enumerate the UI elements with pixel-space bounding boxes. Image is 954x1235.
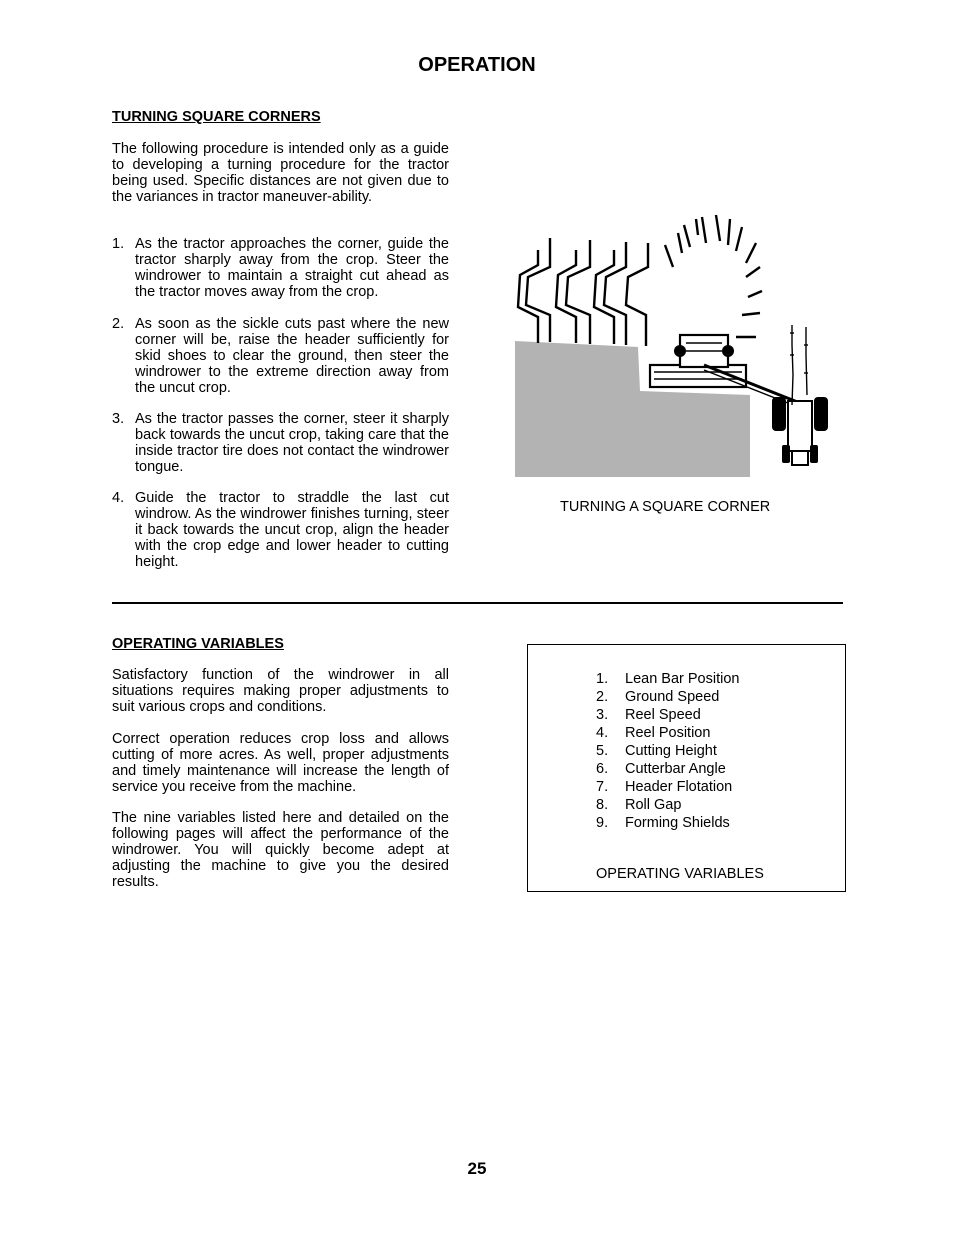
step-4 xyxy=(112,490,449,570)
operating-paragraph-1: Satisfactory function of the windrower in all situations requires making proper adjustments to suit various crops and conditions. xyxy=(112,667,449,715)
step-number: 1. xyxy=(112,236,125,252)
turning-intro: The following procedure is intended only as a guide to developing a turning procedure for the tractor being used. Specific distances are not given due to the variances in tractor maneuver-ability. xyxy=(112,141,449,205)
operating-paragraph-2: Correct operation reduces crop loss and allows cutting of more acres. As well, proper adjustments and timely maintenance will increase the length of service you receive from the machine. xyxy=(112,731,449,795)
turning-corner-illustration xyxy=(510,205,846,487)
list-item: 5. Cutting Height xyxy=(596,743,717,759)
list-item: 8. Roll Gap xyxy=(596,797,682,813)
step-1 xyxy=(112,236,449,300)
page-title: OPERATION xyxy=(418,54,536,76)
turning-heading: TURNING SQUARE CORNERS xyxy=(112,109,321,125)
step-text: As the tractor approaches the corner, guide the tractor sharply away from the crop. Steer the windrower to maintain a straight cut ahead as the tractor moves away from the crop. xyxy=(135,236,449,300)
step-3 xyxy=(112,411,449,475)
figure-caption: TURNING A SQUARE CORNER xyxy=(560,499,771,515)
windrow-paths xyxy=(518,238,648,346)
step-text: As the tractor passes the corner, steer it sharply back towards the uncut crop, taking care that the inside tractor tire does not contact the windrower tongue. xyxy=(135,411,449,475)
step-number: 2. xyxy=(112,316,125,332)
turn-arc-marks xyxy=(665,215,762,337)
step-text: Guide the tractor to straddle the last cut windrow. As the windrower finishes turning, steer it back towards the uncut crop, align the header with the crop edge and lower header to cutting height. xyxy=(135,490,449,570)
tractor xyxy=(772,397,828,465)
operating-variables-box xyxy=(527,644,846,892)
list-item: 4. Reel Position xyxy=(596,725,711,741)
page-number: 25 xyxy=(467,1159,487,1178)
step-text: As soon as the sickle cuts past where the new corner will be, raise the header sufficiently for skid shoes to clear the ground, then steer the windrower to the extreme direction away from the uncut crop. xyxy=(135,316,449,396)
step-number: 3. xyxy=(112,411,125,427)
list-item: 9. Forming Shields xyxy=(596,815,730,831)
step-2 xyxy=(112,316,449,396)
crop-edge xyxy=(790,325,808,405)
list-item: 1. Lean Bar Position xyxy=(596,671,740,687)
step-number: 4. xyxy=(112,490,125,506)
turning-steps xyxy=(112,236,449,576)
list-item: 3. Reel Speed xyxy=(596,707,701,723)
operating-paragraph-3: The nine variables listed here and detailed on the following pages will affect the performance of the windrower. You will quickly become adept at adjusting the machine to give you the desired results. xyxy=(112,810,449,890)
list-item: 6. Cutterbar Angle xyxy=(596,761,726,777)
list-item: 7. Header Flotation xyxy=(596,779,733,795)
section-divider xyxy=(112,602,843,604)
variables-caption: OPERATING VARIABLES xyxy=(596,866,764,882)
windrower-header xyxy=(650,335,746,387)
variables-list xyxy=(596,670,739,832)
operating-heading: OPERATING VARIABLES xyxy=(112,636,284,652)
list-item: 2. Ground Speed xyxy=(596,689,720,705)
